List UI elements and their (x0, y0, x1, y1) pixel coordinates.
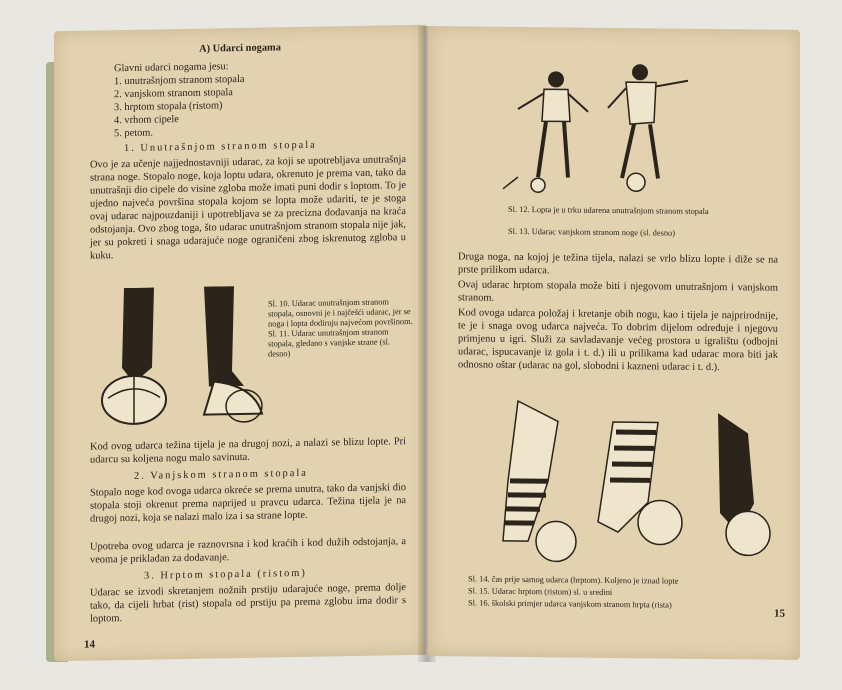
figure-caption: Sl. 14. čas prije samog udarca (hrptom). Koljeno je iznad lopte (468, 574, 679, 586)
open-book (18, 18, 826, 678)
figure-caption: Sl. 15. Udarac hrptom (ristom) sl. u sredini (468, 586, 613, 597)
paragraph: Kod ovog udarca težina tijela je na drugoj nozi, a nalazi se blizu lopte. Pri udarcu su koljena nogu malo savinuta. (90, 436, 406, 466)
paragraph: Stopalo noge kod ovoga udarca okreće se prema unutra, tako da vanjski dio stopala stoji okrenut prema naprijed u pravcu udarca. Težina tijela je na drugoj nozi, koja se nalazi malo iza i sa strane lopte. (90, 482, 406, 525)
players-illustration (498, 57, 708, 199)
list-item: 1. unutrašnjom stranom stopala (114, 73, 245, 88)
list-intro: Glavni udarci nogama jesu: (114, 61, 229, 75)
paragraph: Upotreba ovog udarca je raznovrsna i kod kraćih i kod dužih odstojanja, a veoma je prikladan za dodavanje. (90, 536, 406, 566)
section-title: 1. Unutrašnjom stranom stopala (124, 139, 317, 155)
figure-caption: Sl. 12. Lopta je u trku udarena unutrašnjom stranom stopala (508, 204, 709, 216)
figure-caption: Sl. 13. Udarac vanjskom stranom noge (sl. desno) (508, 226, 676, 238)
paragraph: Druga noga, na kojoj je težina tijela, nalazi se vrlo blizu lopte i diže se na prste prilikom udarca. (458, 251, 778, 277)
figure-caption: Sl. 16. školski primjer udarca vanjskom stranom hrpta (rista) (468, 598, 672, 610)
page-number: 15 (774, 607, 785, 620)
list-item: 4. vrhom cipele (114, 114, 179, 127)
paragraph: Ovaj udarac hrptom stopala može biti i njegovom unutrašnjom i vanjskom stranom. (458, 279, 778, 304)
list-item: 3. hrptom stopala (ristom) (114, 100, 223, 114)
paragraph: Ovo je za učenje najjednostavniji udarac, za koji se upotrebljava unutrašnja strana noge. Stopalo noge, koja loptu udara, okrenuto je prema van, tako da unutrašnji dio cipele do visine zgloba može imati puni dodir s loptom. To je ujedno najveća površina stopala kojom se lopta može udariti, te je stoga ovaj udarac najpouzdaniji i upotrebljava se za precizna dodavanja na kraća odstojanja. Ovo zbog toga, što udarac unutrašnjom stranom stopala nije jak, jer su pokreti i snaga udarajuće noge ograničeni zbog iskrenutog zgloba u kuku. (90, 154, 406, 262)
section-heading: A) Udarci nogama (199, 42, 281, 55)
left-page (54, 25, 426, 661)
section-title: 3. Hrptom stopala (ristom) (144, 567, 307, 582)
kick-illustration (94, 286, 264, 429)
page-number: 14 (84, 638, 95, 651)
right-page (428, 26, 800, 660)
kick-sequence-illustration (448, 390, 788, 569)
paragraph: Kod ovoga udarca položaj i kretanje obih nogu, kao i tijela je najprirodnije, te je i snaga ovog udarca najveća. To dobrim dijelom određuje i njegovu primjenu u igri. Služi za savladavanje većeg prostora u igralištu (odbojni udarac, ispucavanje iz gola i t. d.) ili u prilikama kad udarac mora biti jak odnosno oštar (udarac na gol, slobodni i kazneni udarac i t. d.). (458, 307, 778, 374)
section-title: 2. Vanjskom stranom stopala (134, 467, 308, 482)
list-item: 5. petom. (114, 127, 153, 140)
figure-caption: Sl. 10. Udarac unutrašnjom stranom stopala, osnovni je i najčešći udarac, jer se noga i lopta dodiruju najvećom površinom. Sl. 11. Udarac unutrašnjom stranom stopala, gledano s vanjske strane (sl. desno) (268, 297, 413, 359)
paragraph: Udarac se izvodi skretanjem nožnih prstiju udarajuće noge, prema dolje tako, da cijeli hrbat (rist) stopala od prstiju pa prema zglobu ima dodir s loptom. (90, 582, 406, 625)
list-item: 2. vanjskom stranom stopala (114, 87, 233, 101)
